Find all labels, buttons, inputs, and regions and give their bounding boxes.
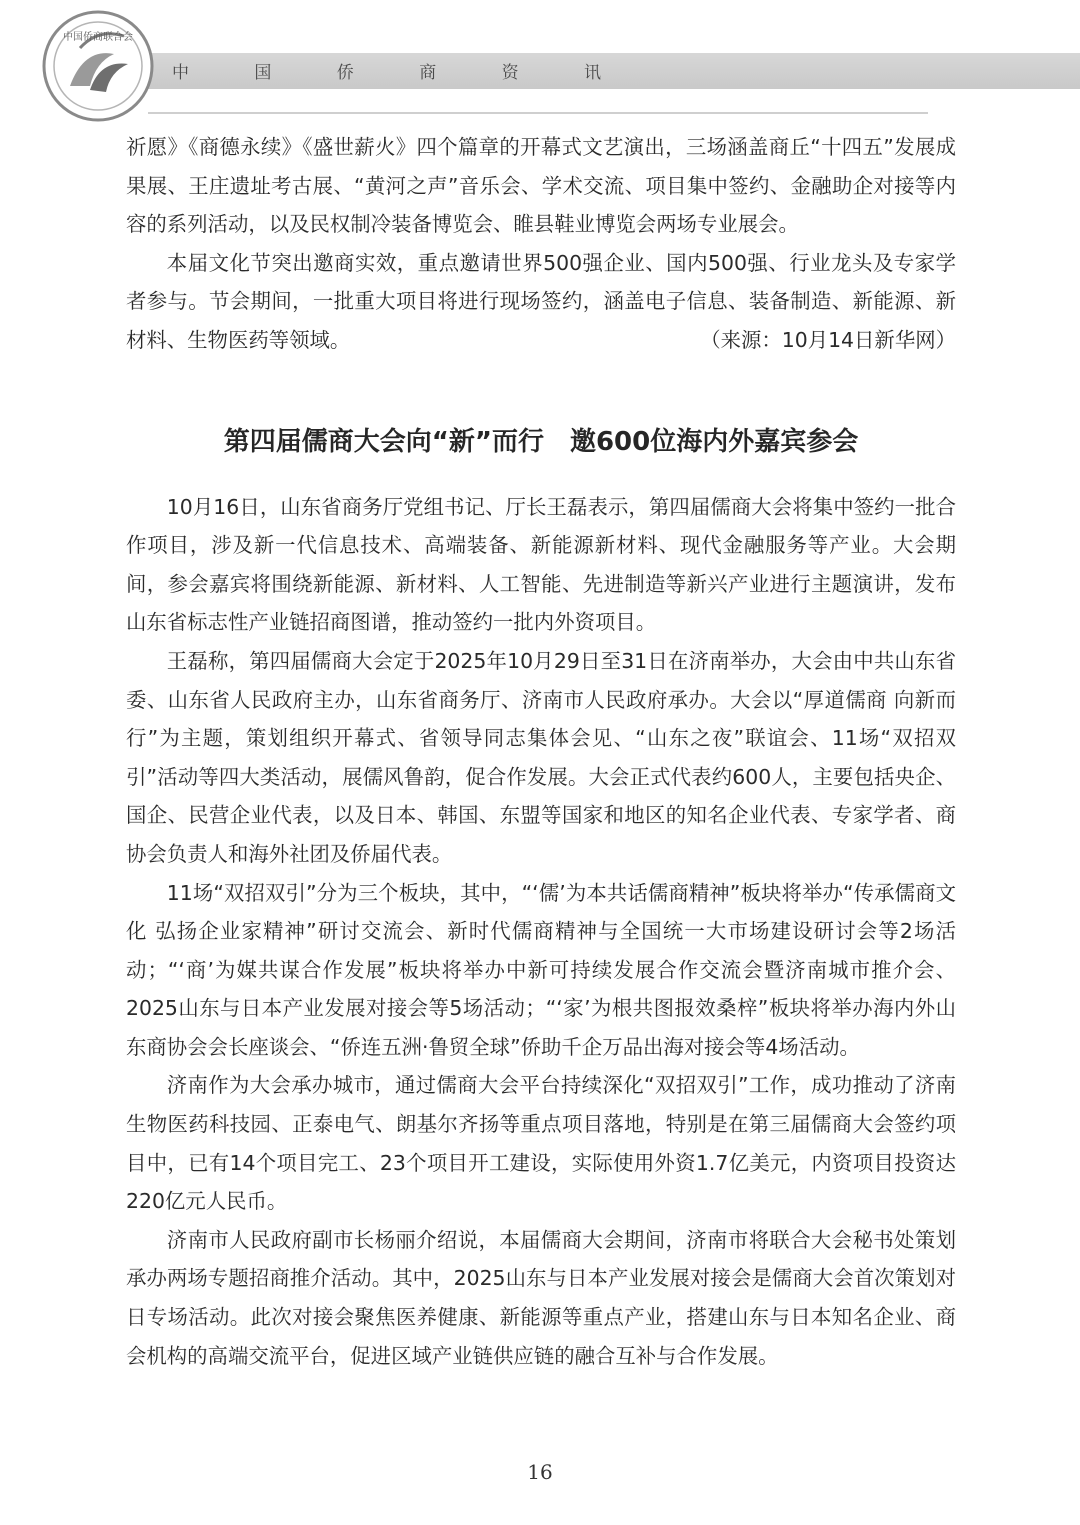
logo-icon (40, 8, 156, 124)
page-header (0, 0, 1080, 140)
article-continued (126, 128, 956, 360)
page-content (126, 128, 956, 1375)
magazine-title: 中 国 侨 商 资 讯 (172, 63, 632, 83)
page-number: 16 (527, 1460, 553, 1484)
paragraph: 本届文化节突出邀商实效，重点邀请世界500强企业、国内500强、行业龙头及专家学者参与。节会期间，一批重大项目将进行现场签约，涵盖电子信息、装备制造、新能源、新材料、生物医药等领域。 (126, 250, 956, 352)
paragraph: 10月16日，山东省商务厅党组书记、厅长王磊表示，第四届儒商大会将集中签约一批合作项目，涉及新一代信息技术、高端装备、新能源新材料、现代金融服务等产业。大会期间，参会嘉宾将围绕新能源、新材料、人工智能、先进制造等新兴产业进行主题演讲，发布山东省标志性产业链招商图谱，推动签约一批内外资项目。 (126, 494, 956, 635)
paragraph: 祈愿》《商德永续》《盛世薪火》四个篇章的开幕式文艺演出，三场涵盖商丘“十四五”发展成果展、王庄遗址考古展、“黄河之声”音乐会、学术交流、项目集中签约、金融助企对接等内容的系列活动，以及民权制冷装备博览会、睢县鞋业博览会两场专业展会。 (126, 135, 956, 237)
paragraph: 王磊称，第四届儒商大会定于2025年10月29日至31日在济南举办，大会由中共山东省委、山东省人民政府主办，山东省商务厅、济南市人民政府承办。大会以“厚道儒商 向新而行”为主题，策划组织开幕式、省领导同志集体会见、“山东之夜”联谊会、11场“双招双引”活动等四大类活动，展儒风鲁韵，促合作发展。大会正式代表约600人，主要包括央企、国企、民营企业代表，以及日本、韩国、东盟等国家和地区的知名企业代表、专家学者、商协会负责人和海外社团及侨届代表。 (126, 648, 956, 866)
article-body (126, 488, 956, 1376)
paragraph: 济南作为大会承办城市，通过儒商大会平台持续深化“双招双引”工作，成功推动了济南生物医药科技园、正泰电气、朗基尔齐扬等重点项目落地，特别是在第三届儒商大会签约项目中，已有14个项目完工、23个项目开工建设，实际使用外资1.7亿美元，内资项目投资达220亿元人民币。 (126, 1073, 956, 1214)
source-note: （来源：10月14日新华网） (700, 327, 956, 352)
article-title: 第四届儒商大会向“新”而行 邀600位海内外嘉宾参会 (223, 426, 859, 457)
paragraph: 11场“双招双引”分为三个板块，其中，“‘儒’为本共话儒商精神”板块将举办“传承儒商文化 弘扬企业家精神”研讨交流会、新时代儒商精神与全国统一大市场建设研讨会等2场活动；“‘商’为媒共谋合作发展”板块将举办中新可持续发展合作交流会暨济南城市推介会、2025山东与日本产业发展对接会等5场活动；“‘家’为根共图报效桑梓”板块将举办海内外山东商协会会长座谈会、“侨连五洲·鲁贸全球”侨助千企万品出海对接会等4场活动。 (126, 880, 956, 1059)
header-arc-line (148, 100, 928, 114)
logo-text: 中国侨商联合会 (63, 32, 133, 43)
paragraph: 济南市人民政府副市长杨丽介绍说，本届儒商大会期间，济南市将联合大会秘书处策划承办两场专题招商推介活动。其中，2025山东与日本产业发展对接会是儒商大会首次策划对日专场活动。此次对接会聚焦医养健康、新能源等重点产业，搭建山东与日本知名企业、商会机构的高端交流平台，促进区域产业链供应链的融合互补与合作发展。 (126, 1227, 956, 1368)
